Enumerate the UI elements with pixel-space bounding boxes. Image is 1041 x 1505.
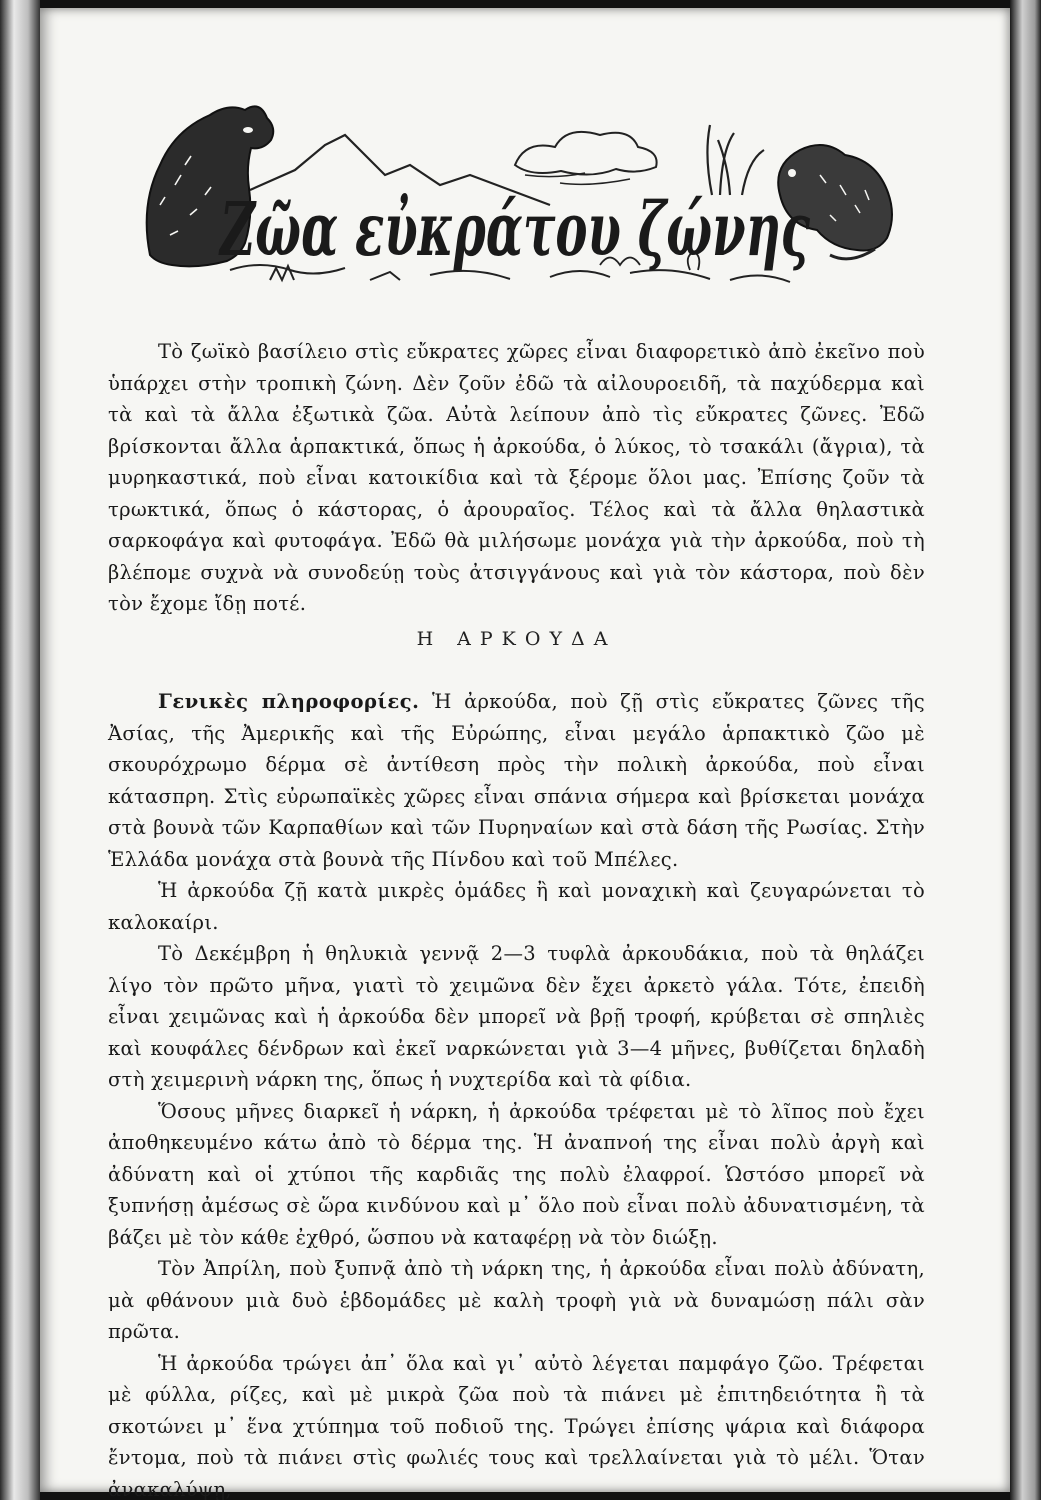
cloud-lines: [525, 173, 630, 184]
book-page-edge: [1010, 0, 1041, 1500]
intro-paragraph: Τὸ ζωϊκὸ βασίλειο στὶς εὔκρατες χῶρες εἶναι διαφορετικὸ ἀπὸ ἐκεῖνο ποὺ ὑπάρχει στὴν τροπικὴ ζώνη. Δὲν ζοῦν ἐδῶ τὰ αἰλουροειδῆ, τὰ παχύδερμα καὶ τὰ καὶ τὰ ἄλλα ἐξωτικὰ ζῶα. Αὐτὰ λείπουν ἀπὸ τὶς εὔκρατες ζῶνες. Ἐδῶ βρίσκονται ἄλλα ἁρπακτικά, ὅπως ἡ ἀρκούδα, ὁ λύκος, τὸ τσακάλι (ἄγρια), τὰ μυρηκαστικά, ποὺ εἶναι κατοικίδια καὶ τὰ ξέρομε ὅλοι μας. Ἐπίσης ζοῦν τὰ τρωκτικά, ὅπως ὁ κάστορας, ὁ ἀρουραῖος. Τέλος καὶ τὰ ἄλλα θηλαστικὰ σαρκοφάγα καὶ φυτοφάγα. Ἐδῶ θὰ μιλήσωμε μονάχα γιὰ τὴν ἀρκούδα, ποὺ τὴ βλέπομε συχνὰ νὰ συνοδεύῃ τοὺς ἀτσιγγάνους καὶ γιὰ τὸν κάστορα, ποὺ δὲν τὸν ἔχομε ἴδῃ ποτέ.: [108, 336, 925, 620]
reeds-drawing: [707, 125, 764, 195]
section-paragraph: Ἡ ἀρκούδα τρώγει ἀπ᾿ ὅλα καὶ γι᾿ αὐτὸ λέγεται παμφάγο ζῶο. Τρέφεται μὲ φύλλα, ρίζες, καὶ μὲ μικρὰ ζῶα ποὺ τὰ πιάνει μὲ ἐπιτηδειότητα ἢ τὰ σκοτώνει μ᾿ ἕνα χτύπημα τοῦ ποδιοῦ της. Τρώγει ἐπίσης ψάρια καὶ διάφορα ἔντομα, ποὺ τὰ πιάνει στὶς φωλιές τους καὶ τρελλαίνεται γιὰ τὸ μέλι. Ὅταν ἀνακαλύψῃ,: [108, 1348, 925, 1505]
book-spine-edge: [0, 0, 40, 1500]
section-paragraph: Ὅσους μῆνες διαρκεῖ ἡ νάρκη, ἡ ἀρκούδα τρέφεται μὲ τὸ λῖπος ποὺ ἔχει ἀποθηκευμένο κάτω ἀπὸ τὸ δέρμα της. Ἡ ἀναπνοή της εἶναι πολὺ ἀργὴ καὶ ἀδύνατη καὶ οἱ χτύποι τῆς καρδιᾶς της πολὺ ἐλαφροί. Ὡστόσο μπορεῖ νὰ ξυπνήσῃ ἀμέσως σὲ ὥρα κινδύνου καὶ μ᾿ ὅλο ποὺ εἶναι πολὺ ἀδυνατισμένη, τὰ βάζει μὲ τὸν κάθε ἐχθρό, ὥσπου νὰ καταφέρῃ νὰ τὸν διώξῃ.: [108, 1096, 925, 1254]
section-heading: Η ΑΡΚΟΥΔΑ: [108, 628, 925, 650]
section-paragraph: Τὸν Ἀπρίλη, ποὺ ξυπνᾷ ἀπὸ τὴ νάρκη της, ἡ ἀρκούδα εἶναι πολὺ ἀδύνατη, μὰ φθάνουν μιὰ δυὸ ἑβδομάδες μὲ καλὴ τροφὴ γιὰ νὰ δυναμώσῃ πάλι σὰν πρῶτα.: [108, 1253, 925, 1348]
cloud-shape: [515, 132, 657, 175]
section-body: [108, 686, 925, 1505]
section-paragraph: Ἡ ἀρκούδα ζῇ κατὰ μικρὲς ὁμάδες ἢ καὶ μοναχικὴ καὶ ζευγαρώνεται τὸ καλοκαίρι.: [108, 875, 925, 938]
lead-label: Γενικὲς πληροφορίες.: [158, 690, 419, 713]
section-paragraph: Τὸ Δεκέμβρη ἡ θηλυκιὰ γεννᾷ 2—3 τυφλὰ ἀρκουδάκια, ποὺ τὰ θηλάζει λίγο τὸν πρῶτο μῆνα, γιατὶ τὸ χειμῶνα δὲν ἔχει ἀρκετὸ γάλα. Τότε, ἐπειδὴ εἶναι χειμῶνας καὶ ἡ ἀρκούδα δὲν μπορεῖ νὰ βρῇ τροφή, κρύβεται σὲ σπηλιὲς καὶ κουφάλες δένδρων καὶ ἐκεῖ ναρκώνεται γιὰ 3—4 μῆνες, βυθίζεται δηλαδὴ στὴ χειμερινὴ νάρκη της, ὅπως ἡ νυχτερίδα καὶ τὰ φίδια.: [108, 938, 925, 1096]
header-illustration: [130, 95, 910, 310]
section-paragraph: [108, 686, 925, 875]
paragraph-text: Ἡ ἀρκούδα, ποὺ ζῇ στὶς εὔκρατες ζῶνες τῆς Ἀσίας, τῆς Ἀμερικῆς καὶ τῆς Εὐρώπης, εἶναι μεγάλο ἁρπακτικὸ ζῶο μὲ σκουρόχρωμο δέρμα σὲ ἀντίθεση πρὸς τὴν πολικὴ ἀρκούδα, ποὺ εἶναι κάτασπρη. Στὶς εὐρωπαϊκὲς χῶρες εἶναι σπάνια σήμερα καὶ βρίσκεται μονάχα στὰ βουνὰ τῶν Καρπαθίων καὶ τῶν Πυρηναίων καὶ στὰ δάση τῆς Ρωσίας. Στὴν Ἑλλάδα μονάχα στὰ βουνὰ τῆς Πίνδου καὶ τοῦ Μπέλες.: [108, 690, 925, 871]
page-title: Ζῶα εὐκράτου ζώνης: [218, 187, 811, 273]
intro-block: [108, 336, 925, 620]
